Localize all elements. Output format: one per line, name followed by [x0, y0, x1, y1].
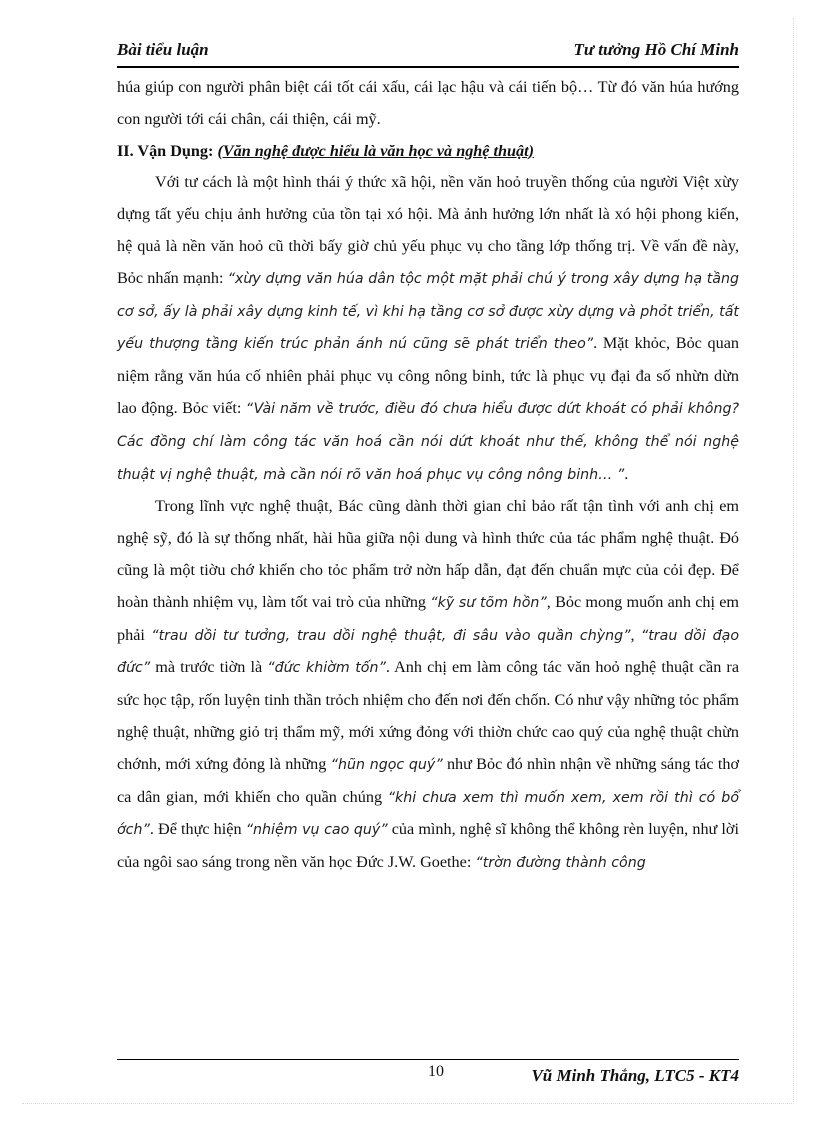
paragraph-3-text-8: của mình, nghệ sĩ không thể không rèn luyện, như lời của ngôi sao sáng trong nền văn học Đức J.W. Goethe:	[117, 820, 739, 872]
paragraph-3	[117, 491, 739, 880]
paragraph-3-quote-3: “trau dồi đạo đức”	[117, 627, 740, 677]
section-heading	[117, 136, 739, 168]
header-document-title: Tư tưởng Hồ Chí Minh	[573, 40, 739, 59]
paragraph-3-text-7: . Để thực hiện	[149, 820, 246, 839]
paragraph-3-text-1: Trong lĩnh vực nghệ thuật, Bác cũng dành thời gian chỉ bảo rất tận tình với anh chị em nghệ sỹ, đó là sự thống nhất, hài hũa giữa nội dung và hình thức của tác phẩm nghệ thuật. Đó cũng là một tiờu chớ khiến cho tỏc phẩm trở nờn hấp dẫn, đạt đến chuẩn mực của cỏi đẹp. Để hoàn thành nhiệm vụ, làm tốt vai trò của những	[117, 497, 739, 611]
paragraph-3-text-6: như Bỏc đó nhìn nhận về những sáng tác thơ ca dân gian, mới khiến cho quần chúng	[117, 754, 740, 806]
paragraph-1	[117, 72, 739, 136]
body-text	[117, 72, 739, 880]
paragraph-3-text-2: , Bỏc mong muốn anh chị em phải	[117, 592, 740, 644]
paragraph-3-quote-1: “kỹ sư tõm hồn”	[430, 594, 547, 611]
paragraph-3-quote-4: “đức khiờm tốn”	[267, 660, 386, 677]
paragraph-3-text-5: . Anh chị em làm công tác văn hoỏ nghệ thuật cần ra sức học tập, rốn luyện tinh thần trỏch nhiệm cho đến nơi đến chốn. Có như vậy những tỏc phẩm nghệ thuật, những giỏ trị thẩm mỹ, mới xứng đỏng với thiờn chức cao quý của nghệ thuật chừn chớnh, mới xứng đỏng là những	[117, 658, 740, 773]
paragraph-2	[117, 167, 739, 491]
paragraph-3-quote-6: “khi chưa xem thì muốn xem, xem rồi thì có bổ ớch”	[117, 789, 739, 839]
paragraph-3-quote-8: “trờn đường thành công	[475, 855, 646, 872]
paragraph-2-quote-2: “Vài năm về trước, điều đó chưa hiểu được dứt khoát có phải không? Các đồng chí làm công tác văn hoá cần nói dứt khoát như thế, không thể nói nghệ thuật vị nghệ thuật, mà cần nói rõ văn hoá phục vụ công nông binh… ”	[117, 400, 740, 483]
page-header	[117, 38, 739, 68]
footer-author: Vũ Minh Thắng, LTC5 - KT4	[531, 1066, 739, 1085]
paragraph-3-quote-7: “nhiệm vụ cao quý”	[245, 822, 388, 839]
header-document-type: Bài tiểu luận	[117, 40, 209, 59]
section-heading-subtitle: (Văn nghệ được hiểu là văn học và nghệ thuật)	[217, 141, 535, 160]
paragraph-3-text-3: ,	[630, 625, 641, 644]
paragraph-2-quote-1: “xừy dựng văn húa dân tộc một mặt phải chú ý trong xây dựng hạ tầng cơ sở, ấy là phải xây dựng kinh tế, vì khi hạ tầng cơ sở được xừy dựng và phỏt triển, tất yếu thượng tầng kiến trúc phản ánh nú cũng sẽ phát triển theo”	[117, 270, 739, 353]
paragraph-3-quote-2: “trau dồi tư tưởng, trau dồi nghệ thuật, đi sâu vào quần chỳng”	[151, 627, 631, 644]
paragraph-2-text-2: . Mặt khỏc, Bỏc quan niệm rằng văn húa cố nhiên phải phục vụ công nông binh, tức là phục vụ đại đa số nhừn dừn lao động. Bỏc viết:	[117, 334, 739, 417]
paragraph-2-text-3: .	[624, 464, 629, 483]
section-heading-number: II. Vận Dụng:	[117, 141, 218, 160]
paragraph-1-text: húa giúp con người phân biệt cái tốt cái xấu, cái lạc hậu và cái tiến bộ… Từ đó văn húa hướng con người tới cái chân, cái thiện, cái mỹ.	[117, 78, 739, 128]
paragraph-3-quote-5: “hũn ngọc quý”	[330, 756, 443, 773]
paragraph-2-text-1: Với tư cách là một hình thái ý thức xã hội, nền văn hoỏ truyền thống của người Việt xừy dựng tất yếu chịu ảnh hưởng của tồn tại xó hội. Mà ảnh hưởng lớn nhất là xó hội phong kiến, hệ quả là nền văn hoỏ cũ thời bấy giờ chủ yếu phục vụ cho tầng lớp thống trị. Về vấn đề này, Bỏc nhấn mạnh:	[117, 173, 739, 287]
footer-rule	[117, 1059, 739, 1060]
paragraph-3-text-4: mà trước tiờn là	[150, 658, 268, 677]
page-number: 10	[428, 1063, 444, 1080]
